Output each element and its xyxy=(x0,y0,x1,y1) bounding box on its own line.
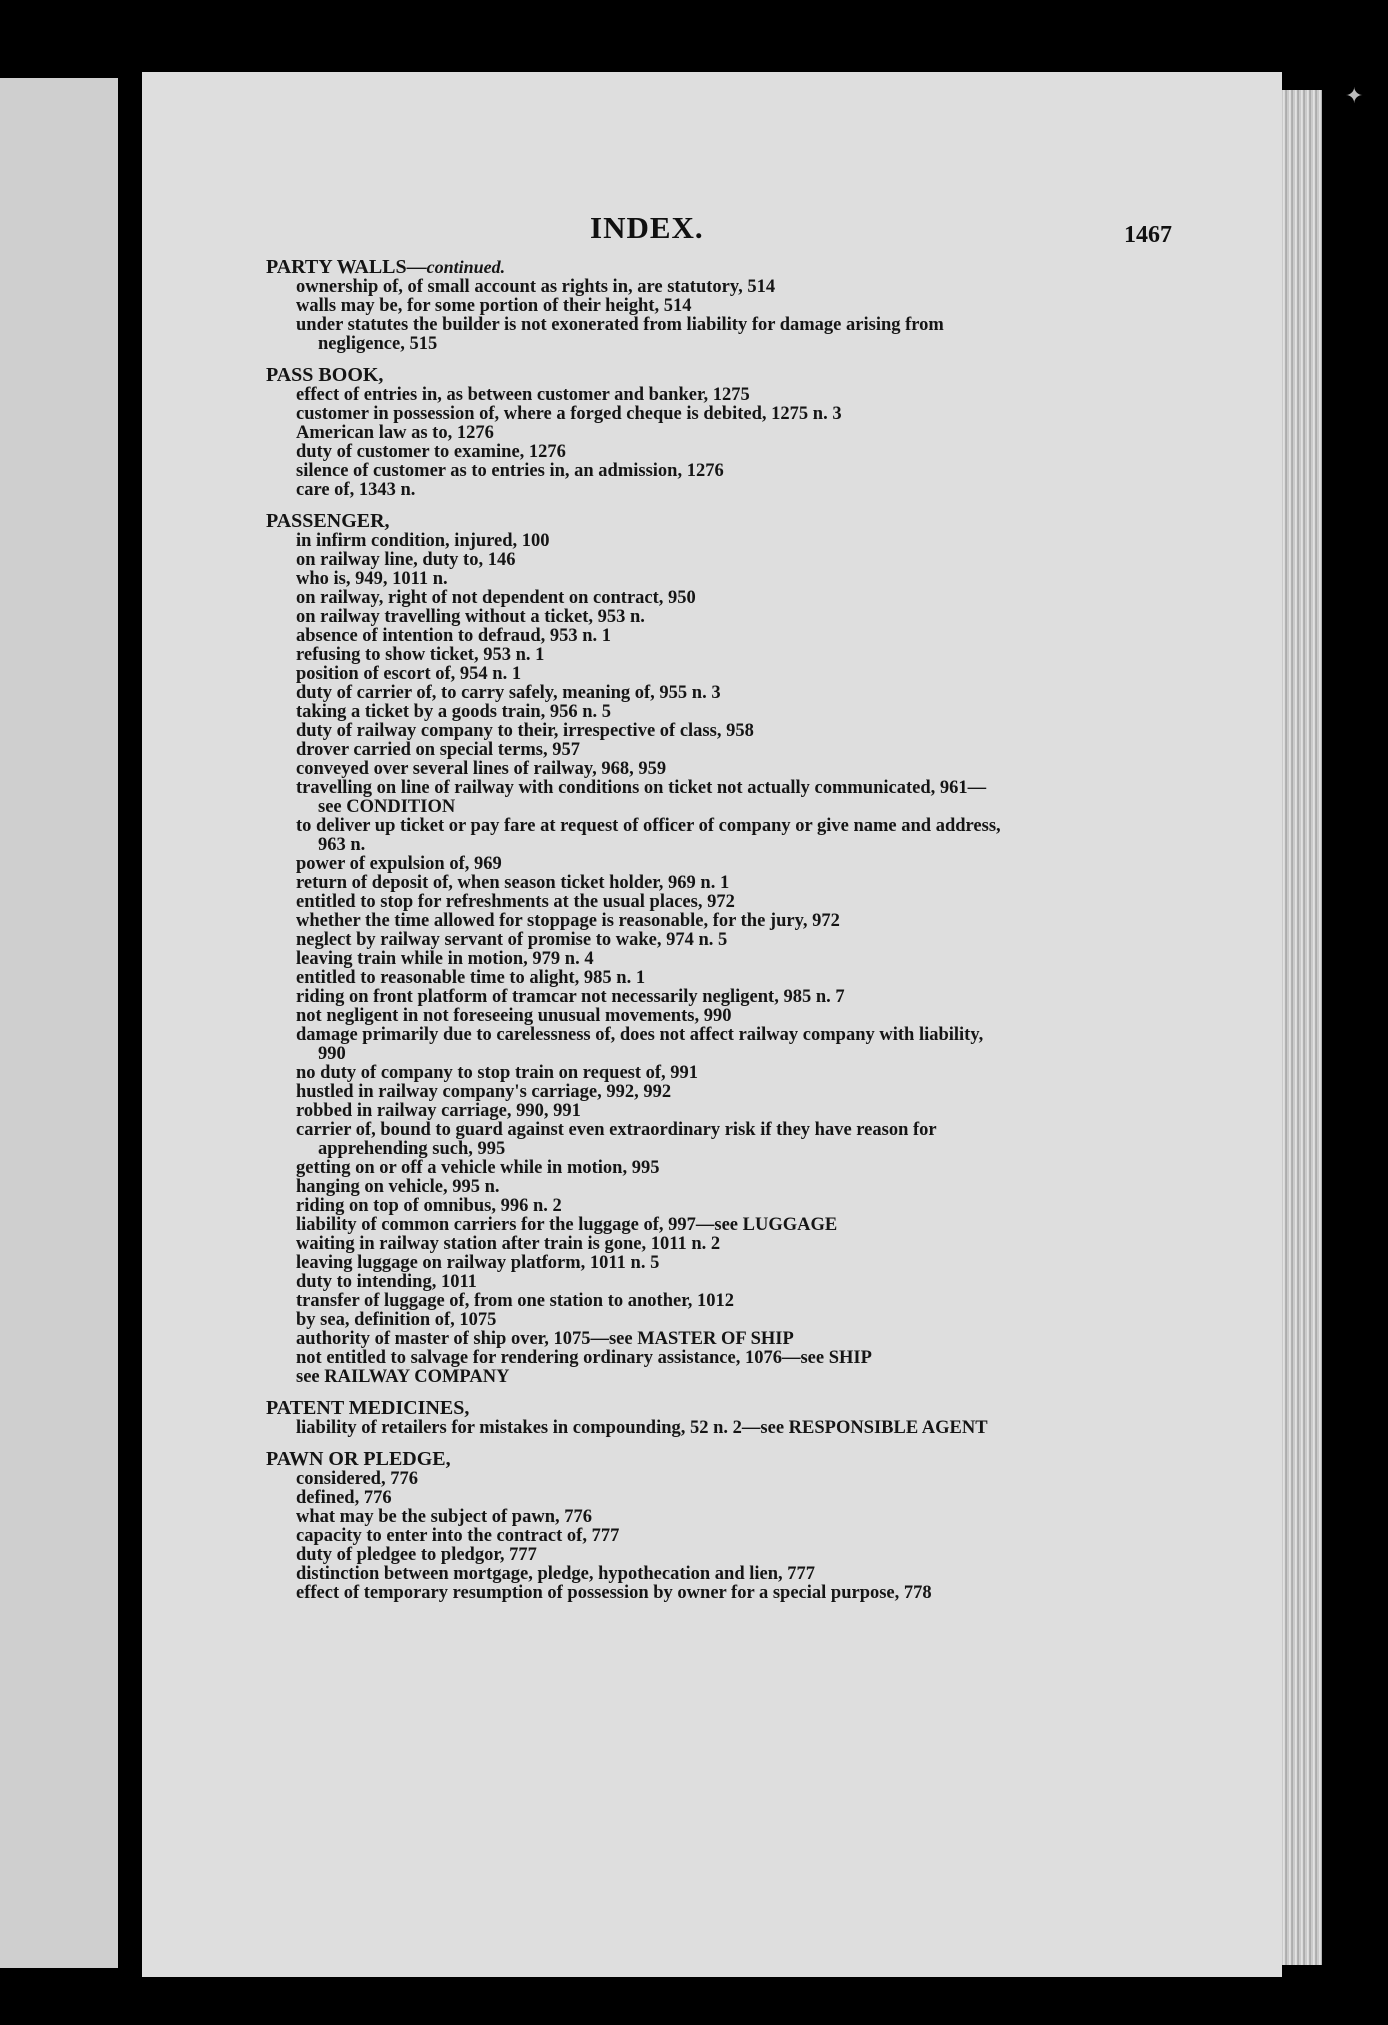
index-subentry xyxy=(296,1470,1008,1489)
index-heading-text: PASS BOOK, xyxy=(266,364,384,386)
index-subentry-text: duty of carrier of, to carry safely, meaning of, 955 n. 3 xyxy=(296,683,721,703)
index-subentry-text: on railway travelling without a ticket, 953 n. xyxy=(296,607,645,627)
index-subentry xyxy=(296,1368,1008,1387)
index-subentry-text: duty of customer to examine, 1276 xyxy=(296,442,566,462)
index-subentry xyxy=(296,646,1008,665)
index-subentry-text: effect of entries in, as between customer and banker, 1275 xyxy=(296,385,750,405)
index-subentry-text: what may be the subject of pawn, 776 xyxy=(296,1507,592,1527)
index-subentry xyxy=(296,1546,1008,1565)
index-subentry-text: conveyed over several lines of railway, 968, 959 xyxy=(296,759,667,779)
continued-label: continued. xyxy=(426,257,506,277)
index-subentry xyxy=(296,1083,1008,1102)
index-subentry-text: capacity to enter into the contract of, 777 xyxy=(296,1526,620,1546)
index-subentry xyxy=(296,1178,1008,1197)
index-subentry xyxy=(296,722,1008,741)
index-subentry xyxy=(296,278,1008,297)
corner-scan-mark-icon: ✦ xyxy=(1345,84,1364,109)
index-subentry-text: distinction between mortgage, pledge, hypothecation and lien, 777 xyxy=(296,1564,816,1584)
index-subentry-text: to deliver up ticket or pay fare at request of officer of company or give name and address, 963 n. xyxy=(296,816,1001,855)
index-subentry-text: getting on or off a vehicle while in motion, 995 xyxy=(296,1158,660,1178)
index-subentry-text: neglect by railway servant of promise to wake, 974 n. 5 xyxy=(296,930,728,950)
index-subentry-text: robbed in railway carriage, 990, 991 xyxy=(296,1101,581,1121)
index-subentry xyxy=(296,969,1008,988)
index-subentry-text: whether the time allowed for stoppage is reasonable, for the jury, 972 xyxy=(296,911,840,931)
index-subentry xyxy=(296,1235,1008,1254)
index-heading xyxy=(266,1397,1008,1419)
index-subentry xyxy=(296,1273,1008,1292)
index-subentry-text: duty of pledgee to pledgor, 777 xyxy=(296,1545,537,1565)
index-subentry-text: hanging on vehicle, 995 n. xyxy=(296,1177,500,1197)
index-heading-text: PAWN OR PLEDGE, xyxy=(266,1448,451,1470)
index-subentry-text: carrier of, bound to guard against even extraordinary risk if they have reason for apprehending such, 995 xyxy=(296,1120,937,1159)
index-subentry-text: walls may be, for some portion of their height, 514 xyxy=(296,296,692,316)
index-subentry-text: defined, 776 xyxy=(296,1488,392,1508)
index-subentry xyxy=(296,893,1008,912)
index-subentry-text: riding on top of omnibus, 996 n. 2 xyxy=(296,1196,562,1216)
index-subentry-text: see RAILWAY COMPANY xyxy=(296,1367,510,1387)
index-subentry xyxy=(296,931,1008,950)
index-subentry-text: silence of customer as to entries in, an admission, 1276 xyxy=(296,461,724,481)
page-number: 1467 xyxy=(1124,222,1172,248)
index-subentry-text: on railway line, duty to, 146 xyxy=(296,550,516,570)
index-subentry xyxy=(296,532,1008,551)
index-subentry-text: not negligent in not foreseeing unusual movements, 990 xyxy=(296,1006,732,1026)
index-subentry xyxy=(296,462,1008,481)
index-heading-text: PATENT MEDICINES, xyxy=(266,1397,470,1419)
index-subentry xyxy=(296,1026,1008,1064)
index-subentry-text: not entitled to salvage for rendering ordinary assistance, 1076—see SHIP xyxy=(296,1348,872,1368)
index-subentry xyxy=(296,1584,1008,1603)
index-subentry-text: who is, 949, 1011 n. xyxy=(296,569,448,589)
index-subentry-text: customer in possession of, where a forged cheque is debited, 1275 n. 3 xyxy=(296,404,842,424)
index-subentry xyxy=(296,703,1008,722)
index-subentry xyxy=(296,1292,1008,1311)
index-subentry-text: position of escort of, 954 n. 1 xyxy=(296,664,522,684)
index-subentry-text: transfer of luggage of, from one station to another, 1012 xyxy=(296,1291,734,1311)
index-subentry xyxy=(296,1489,1008,1508)
index-subentry-text: taking a ticket by a goods train, 956 n. 5 xyxy=(296,702,612,722)
index-subentry xyxy=(296,1216,1008,1235)
index-subentry-text: ownership of, of small account as rights in, are statutory, 514 xyxy=(296,277,776,297)
index-subentry xyxy=(296,817,1008,855)
index-subentry xyxy=(296,589,1008,608)
index-subentry xyxy=(296,1007,1008,1026)
index-subentry-text: in infirm condition, injured, 100 xyxy=(296,531,550,551)
index-subentry xyxy=(296,950,1008,969)
index-subentry xyxy=(296,1565,1008,1584)
index-subentry xyxy=(296,1121,1008,1159)
index-subentry xyxy=(296,1064,1008,1083)
index-subentry xyxy=(296,912,1008,931)
index-subentry-text: on railway, right of not dependent on contract, 950 xyxy=(296,588,696,608)
index-subentry xyxy=(296,1527,1008,1546)
index-subentry xyxy=(296,855,1008,874)
index-subentry-text: entitled to stop for refreshments at the usual places, 972 xyxy=(296,892,735,912)
index-subentry xyxy=(296,297,1008,316)
index-subentry-text: hustled in railway company's carriage, 992, 992 xyxy=(296,1082,672,1102)
index-subentry xyxy=(296,570,1008,589)
index-subentry xyxy=(296,424,1008,443)
index-subentry xyxy=(296,481,1008,500)
facing-page-edge xyxy=(0,78,118,1968)
index-subentry xyxy=(296,443,1008,462)
index-subentry xyxy=(296,608,1008,627)
index-subentry-text: under statutes the builder is not exonerated from liability for damage arising from negligence, 515 xyxy=(296,315,944,354)
index-subentry xyxy=(296,988,1008,1007)
index-subentry xyxy=(296,1159,1008,1178)
index-subentry xyxy=(296,779,1008,817)
index-subentry xyxy=(296,405,1008,424)
index-subentry-text: duty of railway company to their, irrespective of class, 958 xyxy=(296,721,754,741)
index-subentry-text: liability of common carriers for the luggage of, 997—see LUGGAGE xyxy=(296,1215,838,1235)
index-heading xyxy=(266,364,1008,386)
page-title: INDEX. xyxy=(590,210,704,245)
index-heading xyxy=(266,256,1008,278)
index-subentry xyxy=(296,551,1008,570)
index-subentry-text: leaving luggage on railway platform, 1011 n. 5 xyxy=(296,1253,660,1273)
index-subentry xyxy=(296,1102,1008,1121)
index-subentry-text: drover carried on special terms, 957 xyxy=(296,740,580,760)
index-subentry xyxy=(296,760,1008,779)
index-subentry-text: entitled to reasonable time to alight, 985 n. 1 xyxy=(296,968,646,988)
index-subentry-text: American law as to, 1276 xyxy=(296,423,494,443)
index-subentry-text: by sea, definition of, 1075 xyxy=(296,1310,497,1330)
index-subentry-text: power of expulsion of, 969 xyxy=(296,854,502,874)
index-subentry xyxy=(296,1349,1008,1368)
index-subentry-text: effect of temporary resumption of possession by owner for a special purpose, 778 xyxy=(296,1583,932,1603)
index-subentry-text: return of deposit of, when season ticket holder, 969 n. 1 xyxy=(296,873,730,893)
index-subentry-text: authority of master of ship over, 1075—see MASTER OF SHIP xyxy=(296,1329,794,1349)
index-subentry xyxy=(296,1419,1008,1438)
index-subentry-text: duty to intending, 1011 xyxy=(296,1272,477,1292)
index-subentry xyxy=(296,1311,1008,1330)
index-subentry-text: liability of retailers for mistakes in compounding, 52 n. 2—see RESPONSIBLE AGENT xyxy=(296,1418,988,1438)
index-subentry-text: leaving train while in motion, 979 n. 4 xyxy=(296,949,594,969)
index-heading xyxy=(266,510,1008,532)
index-subentry-text: refusing to show ticket, 953 n. 1 xyxy=(296,645,545,665)
index-subentry xyxy=(296,741,1008,760)
index-subentry-text: travelling on line of railway with conditions on ticket not actually communicated, 961—see CONDITION xyxy=(296,778,987,817)
index-heading-text: PASSENGER, xyxy=(266,510,390,532)
index-subentry xyxy=(296,1197,1008,1216)
index-entries xyxy=(248,256,1008,1603)
index-subentry xyxy=(296,684,1008,703)
page-stack-edges xyxy=(1282,90,1322,1965)
index-subentry-text: considered, 776 xyxy=(296,1469,418,1489)
index-subentry xyxy=(296,316,1008,354)
index-subentry xyxy=(296,1330,1008,1349)
index-subentry xyxy=(296,665,1008,684)
index-subentry xyxy=(296,627,1008,646)
index-heading xyxy=(266,1448,1008,1470)
index-subentry xyxy=(296,1508,1008,1527)
index-subentry xyxy=(296,1254,1008,1273)
index-subentry xyxy=(296,386,1008,405)
index-subentry-text: care of, 1343 n. xyxy=(296,480,416,500)
index-subentry-text: riding on front platform of tramcar not necessarily negligent, 985 n. 7 xyxy=(296,987,845,1007)
index-subentry-text: waiting in railway station after train is gone, 1011 n. 2 xyxy=(296,1234,721,1254)
index-subentry xyxy=(296,874,1008,893)
index-subentry-text: absence of intention to defraud, 953 n. 1 xyxy=(296,626,612,646)
index-subentry-text: no duty of company to stop train on request of, 991 xyxy=(296,1063,699,1083)
index-subentry-text: damage primarily due to carelessness of, does not affect railway company with liability, 990 xyxy=(296,1025,984,1064)
index-heading-text: PARTY WALLS— xyxy=(266,256,427,278)
